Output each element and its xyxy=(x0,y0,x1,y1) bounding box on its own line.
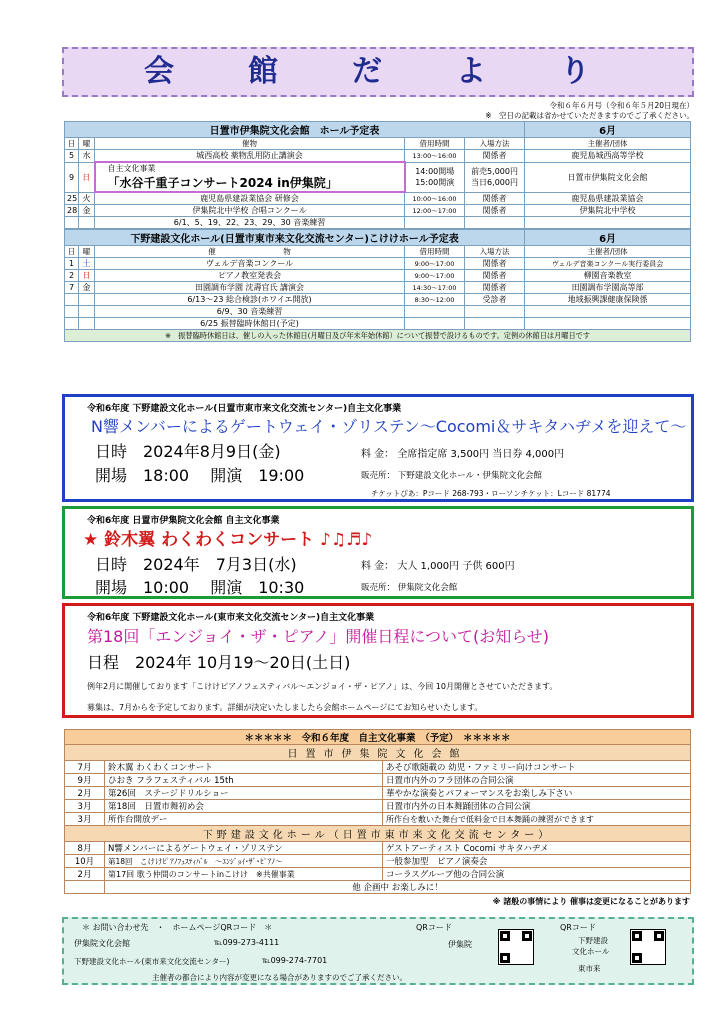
dow-cell: 日 xyxy=(79,162,95,192)
qr2-name3: 東市来 xyxy=(578,964,601,973)
month-cell: 3月 xyxy=(65,800,105,813)
event2-sales: 販売所： 伊集院文化会館 xyxy=(361,583,458,593)
table-row xyxy=(65,258,691,270)
qr1-name: 伊集院 xyxy=(448,940,472,949)
special-label: 自主文化事業 xyxy=(107,164,156,173)
event-cell: ピアノ教室発表会 xyxy=(95,270,405,282)
event-cell: 第18回 日置市舞初め会 xyxy=(105,800,383,813)
event-cell: 6/9、30 音楽練習 xyxy=(95,306,405,318)
org-cell: 地域振興課健康保険係 xyxy=(525,294,691,306)
event-cell: 所作台開放デー xyxy=(105,813,383,826)
dow-cell: 水 xyxy=(79,150,95,163)
event2-times: 開場 10:00 開演 10:30 xyxy=(95,578,305,597)
event2-price: 料 金： 大人 1,000円 子供 600円 xyxy=(361,561,515,572)
dow-cell: 金 xyxy=(79,205,95,217)
col-event: 催物 xyxy=(95,138,405,150)
dow-cell: 土 xyxy=(79,258,95,270)
time-cell: 9:00～17:00 xyxy=(405,258,465,270)
plan-venue2: 下野建設文化ホール（日置市東市来文化交流センター） xyxy=(65,826,691,842)
table-row-special xyxy=(65,162,691,192)
vacancy-note: ※ 空日の記載は省かせていただきますのでご了承ください。 xyxy=(485,111,694,120)
col-dow: 曜 xyxy=(79,138,95,150)
event1-tickets: チケットぴあ：Pコード 268-793・ローソンチケット：Lコード 81774 xyxy=(371,489,611,498)
qr1-label: QRコード xyxy=(416,923,452,932)
table-row xyxy=(65,282,691,294)
qr2-name1: 下野建設 xyxy=(578,936,608,945)
event-cell: 伊集院北中学校 合唱コンクール xyxy=(95,205,405,217)
event3-text1: 例年2月に開催しております「こけけピアノフェスティバル～エンジョイ・ザ・ピアノ」は、今回 10月開催とさせていただきます。 xyxy=(87,682,558,691)
hall1-header-row xyxy=(65,138,691,150)
event-cell: 6/25 振替臨時休館日(予定) xyxy=(95,318,405,330)
col-day: 日 xyxy=(65,246,79,258)
table-row xyxy=(65,800,691,813)
desc-cell: ゲストアーティスト Cocomi サキタハヂメ xyxy=(383,842,691,855)
venue2-name: 下野建設文化ホール(東市来文化交流センター) xyxy=(74,957,230,966)
dow-cell: 日 xyxy=(79,270,95,282)
desc-cell: 日置市内外の日本舞踊団体の合同公演 xyxy=(383,800,691,813)
event-cell: ひおき フラフェスティバル 15th xyxy=(105,774,383,787)
annual-plan-section xyxy=(64,729,691,907)
event3-text2: 募集は、7月からを予定しております。詳細が決定いたしましたら会館ホームページにてお知らせいたします。 xyxy=(87,703,483,712)
entry-cell: 関係者 xyxy=(465,192,525,205)
month-cell: 2月 xyxy=(65,787,105,800)
hall2-header-row xyxy=(65,246,691,258)
time-cell: 8:30～12:00 xyxy=(405,294,465,306)
open-time: 14:00開場 xyxy=(415,167,455,176)
day-cell: 9 xyxy=(65,162,79,192)
desc-cell: コーラスグループ他の合同公演 xyxy=(383,868,691,881)
plan-title: ＊＊＊＊＊ 令和６年度 自主文化事業 （予定） ＊＊＊＊＊ xyxy=(65,730,691,745)
qr-code-icon[interactable] xyxy=(630,929,666,965)
time-cell: 14:30～17:00 xyxy=(405,282,465,294)
table-row xyxy=(65,842,691,855)
issue-date: 令和６年６月号（令和６年５月20日現在） xyxy=(549,101,694,110)
table-row xyxy=(65,761,691,774)
dow-cell: 火 xyxy=(79,192,95,205)
col-time: 借用時間 xyxy=(405,246,465,258)
event1-box xyxy=(62,394,694,502)
table-row xyxy=(65,294,691,306)
qr-code-icon[interactable] xyxy=(498,929,534,965)
table-row xyxy=(65,306,691,318)
col-dow: 曜 xyxy=(79,246,95,258)
hall2-table xyxy=(64,229,691,342)
hall2-title: 下野建設文化ホール(日置市東市来文化交流センター)こけけホール予定表 xyxy=(65,230,525,246)
contact-footer xyxy=(62,917,694,985)
table-row xyxy=(65,774,691,787)
event1-date: 日時 2024年8月9日(金) xyxy=(95,442,281,461)
col-org: 主催者/団体 xyxy=(525,138,691,150)
qr2-name2: 文化ホール xyxy=(572,947,610,956)
org-cell: 鹿児島城西高等学校 xyxy=(525,150,691,163)
event-cell: 鹿児島県建設業協会 研修会 xyxy=(95,192,405,205)
hall1-table xyxy=(64,121,691,229)
table-row xyxy=(65,813,691,826)
day-cell: 2 xyxy=(65,270,79,282)
closure-note: ※ 振替臨時休館日は、催しの入った休館日(月曜日及び年末年始休館）について振替で設けるものです。定例の休館日は月曜日です xyxy=(65,330,691,342)
org-cell: ヴェルデ音楽コンクール実行委員会 xyxy=(525,258,691,270)
col-org: 主催者/団体 xyxy=(525,246,691,258)
page-title: 会 館 だ よ り xyxy=(144,54,612,89)
event2-date: 日時 2024年 7月3日(水) xyxy=(95,555,297,574)
qr2-label: QRコード xyxy=(560,923,596,932)
event-cell: N響メンバーによるゲートウェイ・ゾリステン xyxy=(105,842,383,855)
table-row xyxy=(65,868,691,881)
hall-schedule-section xyxy=(64,121,691,342)
entry-cell: 関係者 xyxy=(465,258,525,270)
entry-cell: 受診者 xyxy=(465,294,525,306)
event2-title: ★ 鈴木翼 わくわくコンサート ♪♫♬♪ xyxy=(83,530,373,550)
change-note: ※ 諸般の事情により 催事は変更になることがあります xyxy=(492,897,690,906)
hall1-title: 日置市伊集院文化会館 ホール予定表 xyxy=(65,122,525,138)
event2-box xyxy=(62,506,694,599)
table-row xyxy=(65,787,691,800)
event3-title: 第18回「エンジョイ・ザ・ピアノ」開催日程について(お知らせ) xyxy=(87,627,550,646)
month-cell: 7月 xyxy=(65,761,105,774)
event-cell: 田園調布学園 沈壽官氏 講演会 xyxy=(95,282,405,294)
table-row xyxy=(65,205,691,217)
time-cell: 13:00～16:00 xyxy=(405,150,465,163)
desc-cell: あそび歌随載の 幼児・ファミリー向けコンサート xyxy=(383,761,691,774)
desc-cell: 日置市内外のフラ団体の合同公演 xyxy=(383,774,691,787)
table-row xyxy=(65,881,691,894)
org-cell: 伊集院北中学校 xyxy=(525,205,691,217)
time-cell: 12:00～17:00 xyxy=(405,205,465,217)
event-cell: 6/13～23 総合検診(ホワイエ開放) xyxy=(95,294,405,306)
day-cell: 5 xyxy=(65,150,79,163)
event1-title: N響メンバーによるゲートウェイ・ゾリステン～Cocomi＆サキタハヂメを迎えて～ xyxy=(91,417,687,436)
advance-price: 前売5,000円 xyxy=(471,167,518,176)
disclaimer: 主催者の都合により内容が変更になる場合がありますのでご了承ください。 xyxy=(152,973,407,982)
annual-plan-table xyxy=(64,729,691,894)
event-cell: ヴェルデ音楽コンクール xyxy=(95,258,405,270)
plan-venue1: 日置市伊集院文化会館 xyxy=(65,745,691,761)
month-cell: 9月 xyxy=(65,774,105,787)
col-time: 借用時間 xyxy=(405,138,465,150)
entry-cell: 関係者 xyxy=(465,150,525,163)
event-cell: 第18回 こけけﾋﾟｱﾉﾌｪｽﾃｨﾊﾞﾙ ～ｴﾝｼﾞｮｲ･ｻﾞ･ﾋﾟｱﾉ～ xyxy=(105,855,383,868)
event1-times: 開場 18:00 開演 19:00 xyxy=(95,466,305,485)
month-cell: 3月 xyxy=(65,813,105,826)
practice-cell: 6/1、5、19、22、23、29、30 音楽練習 xyxy=(95,217,405,229)
event-cell: 第17回 歌う仲間のコンサートinこけけ ※共催事業 xyxy=(105,868,383,881)
month-cell: 10月 xyxy=(65,855,105,868)
event-cell: 城西高校 薬物乱用防止講演会 xyxy=(95,150,405,163)
desc-cell: 所作台を敷いた舞台で低料金で日本舞踊の練習ができます xyxy=(383,813,691,826)
dow-cell: 金 xyxy=(79,282,95,294)
table-row xyxy=(65,318,691,330)
col-event: 催 物 xyxy=(95,246,405,258)
special-time-cell xyxy=(405,162,465,192)
month-cell: 8月 xyxy=(65,842,105,855)
desc-cell: 華やかな演奏とパフォーマンスをお楽しみ下さい xyxy=(383,787,691,800)
table-row xyxy=(65,150,691,163)
event-cell: 鈴木翼 わくわくコンサート xyxy=(105,761,383,774)
table-row xyxy=(65,270,691,282)
contact-heading: ＊ お問い合わせ先 ・ ホームページQRコード ＊ xyxy=(82,923,273,932)
table-row xyxy=(65,217,691,229)
day-cell: 1 xyxy=(65,258,79,270)
time-cell: 9:00～17:00 xyxy=(405,270,465,282)
hall2-month: 6月 xyxy=(525,230,691,246)
hall1-month: 6月 xyxy=(525,122,691,138)
org-cell: 鹿児島県建設業協会 xyxy=(525,192,691,205)
special-event-cell xyxy=(95,162,405,192)
entry-cell: 関係者 xyxy=(465,205,525,217)
event3-header: 令和6年度 下野建設文化ホール(東市来文化交流センター)自主文化事業 xyxy=(87,613,375,623)
event2-header: 令和6年度 日置市伊集院文化会館 自主文化事業 xyxy=(87,516,280,526)
event1-header: 令和6年度 下野建設文化ホール(日置市東市来文化交流センター)自主文化事業 xyxy=(87,404,402,414)
start-time: 15:00開演 xyxy=(415,178,455,187)
event1-sales: 販売所： 下野建設文化ホール・伊集院文化会館 xyxy=(361,471,543,481)
venue1-tel: ℡099-273-4111 xyxy=(214,938,280,947)
table-row xyxy=(65,855,691,868)
org-cell: 田園調布学園高等部 xyxy=(525,282,691,294)
event3-date: 日程 2024年 10月19～20日(土日) xyxy=(87,653,351,672)
time-cell: 10:00～16:00 xyxy=(405,192,465,205)
special-entry-cell xyxy=(465,162,525,192)
door-price: 当日6,000円 xyxy=(471,178,518,187)
desc-cell: 一般参加型 ピアノ演奏会 xyxy=(383,855,691,868)
event1-price: 料 金： 全席指定席 3,500円 当日券 4,000円 xyxy=(361,449,565,460)
org-cell: 柳園音楽教室 xyxy=(525,270,691,282)
title-banner xyxy=(62,47,694,97)
day-cell: 25 xyxy=(65,192,79,205)
entry-cell: 関係者 xyxy=(465,282,525,294)
month-cell: 2月 xyxy=(65,868,105,881)
col-entry: 入場方法 xyxy=(465,246,525,258)
col-entry: 入場方法 xyxy=(465,138,525,150)
table-row xyxy=(65,192,691,205)
day-cell: 28 xyxy=(65,205,79,217)
entry-cell: 関係者 xyxy=(465,270,525,282)
event3-box xyxy=(62,603,694,718)
day-cell: 7 xyxy=(65,282,79,294)
org-cell: 日置市伊集院文化会館 xyxy=(525,162,691,192)
special-event-title: 「水谷千重子コンサート2024 in伊集院」 xyxy=(107,176,338,190)
event-cell: 第26回 ステージドリルショー xyxy=(105,787,383,800)
venue2-tel: ℡099-274-7701 xyxy=(262,956,328,965)
other-cell: 他 企画中 お楽しみに！ xyxy=(105,881,691,894)
venue1-name: 伊集院文化会館 xyxy=(74,939,130,948)
col-day: 日 xyxy=(65,138,79,150)
